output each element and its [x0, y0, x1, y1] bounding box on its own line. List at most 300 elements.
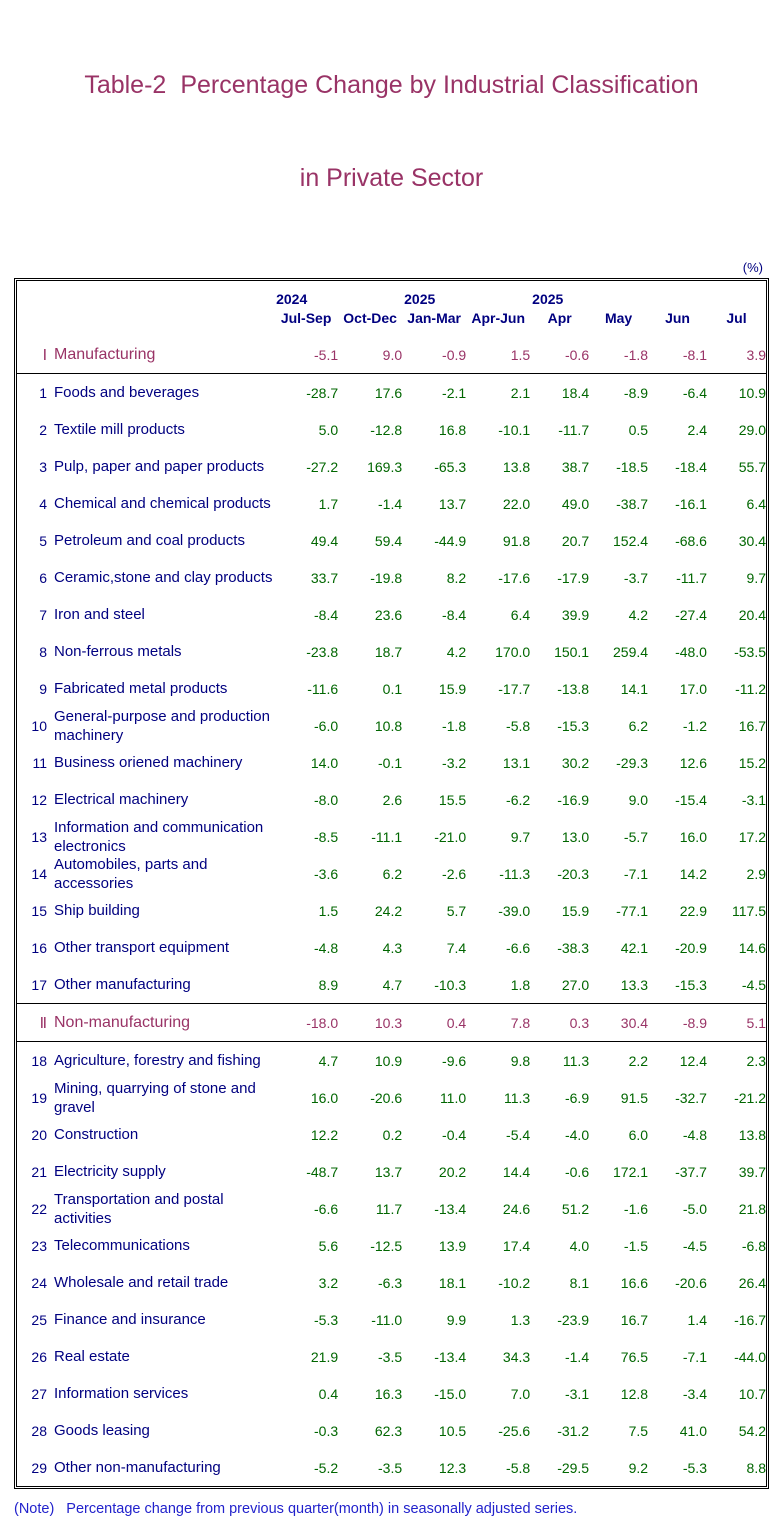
table-cell: -0.3	[314, 1422, 339, 1439]
row-number: 22	[31, 1200, 47, 1217]
row-label-cell	[17, 1116, 274, 1153]
row-label-cell	[17, 1412, 274, 1449]
table-cell: -23.9	[557, 1311, 590, 1328]
table-cell: -17.9	[557, 569, 590, 586]
header-col-3	[466, 281, 530, 336]
table-row	[17, 1190, 766, 1227]
row-label: Other non-manufacturing	[54, 1459, 221, 1476]
table-row	[17, 855, 766, 892]
table-cell: -10.3	[402, 966, 466, 1004]
table-row	[17, 1301, 766, 1338]
table-cell: -27.4	[675, 606, 707, 623]
row-number: 4	[39, 495, 47, 512]
table-cell: 14.1	[620, 680, 649, 697]
table-cell: -29.5	[557, 1459, 590, 1476]
row-label-cell	[17, 818, 274, 855]
table-cell: 20.4	[738, 606, 766, 623]
table-cell: 30.2	[561, 754, 590, 771]
row-number: 15	[31, 902, 47, 919]
row-label-cell	[17, 1042, 274, 1080]
table-row	[17, 596, 766, 633]
table-cell: 1.5	[318, 902, 339, 919]
table-cell: 39.7	[738, 1163, 766, 1180]
table-cell: -1.5	[623, 1237, 649, 1254]
table-cell: -28.7	[306, 384, 339, 401]
row-label: Manufacturing	[54, 346, 156, 363]
table-header	[17, 281, 766, 336]
table-cell: 9.2	[628, 1459, 649, 1476]
row-label-cell	[17, 929, 274, 966]
table-cell: -5.8	[506, 1459, 531, 1476]
table-cell: -8.1	[648, 336, 707, 374]
table-cell: 7.4	[446, 939, 467, 956]
note-text: Percentage change from previous quarter(month) in seasonally adjusted series.	[66, 1501, 578, 1517]
table-cell: 6.2	[628, 717, 649, 734]
title-line-1	[0, 70, 783, 101]
table-row	[17, 1042, 766, 1080]
table-cell: -20.6	[675, 1274, 707, 1291]
table-cell: 15.9	[561, 902, 590, 919]
row-label-cell	[17, 596, 274, 633]
table-cell: 13.8	[502, 458, 531, 475]
table-cell: -11.7	[676, 569, 707, 586]
table-cell: 30.4	[738, 532, 766, 549]
table-cell: 22.0	[502, 495, 531, 512]
table-row	[17, 448, 766, 485]
row-label-cell	[17, 1338, 274, 1375]
table-cell: -3.2	[442, 754, 467, 771]
table-cell: -8.4	[442, 606, 467, 623]
table-cell: 6.2	[382, 865, 403, 882]
table-cell: -0.6	[564, 1163, 590, 1180]
table-cell: -6.8	[741, 1237, 766, 1254]
table-cell: -16.1	[675, 495, 707, 512]
row-number: 12	[31, 791, 47, 808]
table-row	[17, 670, 766, 707]
row-number: 29	[31, 1459, 47, 1476]
table-cell: -6.9	[564, 1089, 590, 1106]
table-cell: -11.7	[558, 421, 590, 438]
table-cell: 10.9	[374, 1052, 403, 1069]
table-cell: 4.0	[569, 1237, 590, 1254]
table-cell: -5.8	[506, 717, 531, 734]
table-cell: -68.6	[675, 532, 707, 549]
table-row	[17, 1449, 766, 1486]
table-cell: 21.8	[738, 1200, 766, 1217]
table-cell: 169.3	[367, 458, 403, 475]
table-cell: 9.0	[628, 791, 649, 808]
row-label: Goods leasing	[54, 1422, 150, 1439]
table-cell: -29.3	[616, 754, 649, 771]
row-number: 23	[31, 1237, 47, 1254]
row-number: 26	[31, 1348, 47, 1365]
table-cell: -6.6	[314, 1200, 339, 1217]
table-cell: 14.6	[738, 939, 766, 956]
table-cell: -3.6	[314, 865, 339, 882]
row-label: Electrical machinery	[54, 791, 189, 808]
table-row	[17, 1079, 766, 1116]
table-row	[17, 1338, 766, 1375]
table-cell: 4.7	[318, 1052, 339, 1069]
row-label-cell	[17, 670, 274, 707]
title-table-label: Table-2	[84, 71, 167, 99]
table-cell: -20.6	[370, 1089, 403, 1106]
table-cell: 3.9	[707, 336, 766, 374]
row-number: 25	[31, 1311, 47, 1328]
table-cell: -16.9	[557, 791, 590, 808]
table-cell: -5.7	[623, 828, 649, 845]
page-title	[0, 0, 783, 256]
header-period-1: Oct-Dec	[343, 309, 397, 326]
row-label-cell	[17, 411, 274, 448]
table-cell: 16.8	[438, 421, 467, 438]
table-cell: 8.2	[446, 569, 467, 586]
table-cell: 49.0	[561, 495, 590, 512]
row-label: Telecommunications	[54, 1237, 190, 1254]
row-label: Fabricated metal products	[54, 680, 228, 697]
table-cell: 29.0	[738, 421, 766, 438]
table-cell: -1.6	[623, 1200, 649, 1217]
table-cell: 62.3	[374, 1422, 403, 1439]
table-cell: 16.7	[620, 1311, 649, 1328]
table-cell: 15.2	[738, 754, 766, 771]
table-cell: -11.6	[307, 680, 339, 697]
row-label: Ship building	[54, 902, 140, 919]
table-cell: 14.2	[679, 865, 707, 882]
table-cell: 18.4	[561, 384, 590, 401]
table-cell: 7.5	[628, 1422, 649, 1439]
table-cell: 11.7	[375, 1200, 403, 1217]
table-cell: 41.0	[679, 1422, 707, 1439]
table-row	[17, 559, 766, 596]
table-cell: 0.1	[382, 680, 403, 697]
table-cell: -8.4	[314, 606, 339, 623]
row-label-cell	[17, 1449, 274, 1486]
table-row	[17, 411, 766, 448]
table-cell: -15.3	[557, 717, 590, 734]
table-cell: -5.3	[682, 1459, 707, 1476]
table-cell: 15.5	[438, 791, 467, 808]
table-cell: 12.3	[438, 1459, 467, 1476]
table-cell: 24.6	[502, 1200, 531, 1217]
table-cell: -4.0	[564, 1126, 590, 1143]
table-cell: -6.4	[682, 384, 707, 401]
table-cell: 2.3	[746, 1052, 766, 1069]
table-cell: 17.0	[679, 680, 707, 697]
header-row	[17, 281, 766, 336]
table-cell: 2.1	[510, 384, 531, 401]
table-row	[17, 522, 766, 559]
table-cell: -6.6	[506, 939, 531, 956]
data-table	[17, 281, 766, 1486]
table-cell: 6.4	[510, 606, 531, 623]
header-period-3: Apr-Jun	[471, 309, 525, 326]
table-cell: -19.8	[370, 569, 403, 586]
table-cell: 16.3	[374, 1385, 403, 1402]
table-cell: 10.8	[374, 717, 403, 734]
table-cell: -0.1	[378, 754, 403, 771]
table-cell: 42.1	[620, 939, 649, 956]
table-cell: 23.6	[374, 606, 403, 623]
header-col-4	[530, 281, 589, 336]
table-cell: 0.4	[402, 1004, 466, 1042]
row-label: Textile mill products	[54, 421, 185, 438]
table-row	[17, 781, 766, 818]
table-cell: -10.2	[498, 1274, 531, 1291]
row-number: Ⅰ	[42, 346, 47, 364]
table-cell: 17.6	[374, 384, 403, 401]
table-note	[14, 1500, 783, 1519]
row-number: 21	[31, 1163, 47, 1180]
table-cell: 13.7	[438, 495, 467, 512]
header-col-2	[402, 281, 466, 336]
row-label: Automobiles, parts and accessories	[54, 855, 208, 892]
table-cell: 2.6	[382, 791, 403, 808]
table-cell: -2.1	[442, 384, 467, 401]
table-cell: 15.9	[438, 680, 467, 697]
table-cell: -11.3	[499, 865, 531, 882]
row-number: 17	[31, 976, 47, 993]
table-cell: -38.3	[557, 939, 590, 956]
table-cell: 4.3	[382, 939, 403, 956]
row-label-cell	[17, 448, 274, 485]
table-cell: -11.1	[371, 828, 403, 845]
row-label-cell	[17, 966, 274, 1004]
row-number: 8	[39, 643, 47, 660]
table-cell: -18.0	[274, 1004, 338, 1042]
table-row	[17, 1375, 766, 1412]
table-cell: -8.5	[314, 828, 339, 845]
row-label: Other manufacturing	[54, 976, 191, 993]
table-cell: 4.2	[446, 643, 467, 660]
row-label-cell	[17, 892, 274, 929]
table-cell: 20.7	[561, 532, 590, 549]
table-cell: 5.6	[318, 1237, 339, 1254]
table-cell: 117.5	[732, 902, 766, 919]
table-cell: -13.8	[557, 680, 590, 697]
row-label-cell	[17, 522, 274, 559]
row-label: Information and communication electronics	[54, 818, 264, 855]
table-cell: 1.8	[466, 966, 530, 1004]
table-cell: 8.8	[746, 1459, 766, 1476]
table-cell: 259.4	[613, 643, 649, 660]
table-cell: 7.8	[466, 1004, 530, 1042]
row-label: Petroleum and coal products	[54, 532, 245, 549]
table-cell: 17.2	[738, 828, 766, 845]
table-cell: -3.5	[378, 1459, 403, 1476]
table-cell: 0.5	[628, 421, 649, 438]
table-cell: -1.8	[589, 336, 648, 374]
row-number: 20	[31, 1126, 47, 1143]
title-line-2: in Private Sector	[299, 164, 484, 192]
table-cell: 17.4	[502, 1237, 531, 1254]
table-cell: 49.4	[310, 532, 339, 549]
table-cell: -31.2	[557, 1422, 590, 1439]
table-cell: 6.0	[628, 1126, 649, 1143]
table-cell: 0.3	[530, 1004, 589, 1042]
table-cell: 170.0	[495, 643, 531, 660]
table-cell: 13.8	[738, 1126, 766, 1143]
table-cell: -5.4	[506, 1126, 531, 1143]
table-cell: 8.9	[274, 966, 338, 1004]
table-cell: 12.4	[679, 1052, 707, 1069]
header-col-5	[589, 281, 648, 336]
table-cell: 10.7	[738, 1385, 766, 1402]
table-cell: 13.7	[374, 1163, 403, 1180]
table-cell: 150.1	[554, 643, 590, 660]
header-period-2: Jan-Mar	[407, 309, 461, 326]
row-label: Pulp, paper and paper products	[54, 458, 265, 475]
table-cell: -5.0	[682, 1200, 707, 1217]
header-label-cell	[17, 281, 274, 336]
row-label-cell	[17, 1227, 274, 1264]
table-cell: -3.5	[378, 1348, 403, 1365]
header-period-7: Jul	[726, 309, 747, 326]
row-number: 16	[31, 939, 47, 956]
table-cell: 9.8	[510, 1052, 531, 1069]
row-label-cell	[17, 559, 274, 596]
row-label: Wholesale and retail trade	[54, 1274, 229, 1291]
table-cell: -32.7	[675, 1089, 707, 1106]
row-number: Ⅱ	[39, 1014, 47, 1032]
row-label-cell	[17, 781, 274, 818]
header-col-7	[707, 281, 766, 336]
table-cell: 11.3	[503, 1089, 531, 1106]
table-cell: -3.7	[623, 569, 649, 586]
table-cell: -1.4	[564, 1348, 590, 1365]
table-cell: -1.8	[442, 717, 467, 734]
table-cell: -13.4	[434, 1348, 467, 1365]
header-year-2: 2025	[404, 290, 436, 307]
table-cell: 27.0	[530, 966, 589, 1004]
row-label: Foods and beverages	[54, 384, 200, 401]
table-cell: 10.5	[438, 1422, 467, 1439]
table-cell: -77.1	[616, 902, 649, 919]
row-label: General-purpose and production machinery	[54, 707, 270, 744]
table-cell: 9.9	[446, 1311, 467, 1328]
table-row	[17, 1412, 766, 1449]
table-cell: -23.8	[306, 643, 339, 660]
row-label: Chemical and chemical products	[54, 495, 271, 512]
table-cell: -44.0	[734, 1348, 766, 1365]
table-cell: 14.4	[502, 1163, 531, 1180]
table-cell: 18.7	[374, 643, 403, 660]
table-cell: -65.3	[434, 458, 467, 475]
header-col-1	[338, 281, 402, 336]
row-label: Other transport equipment	[54, 939, 230, 956]
table-cell: 54.2	[738, 1422, 766, 1439]
row-label-cell	[17, 633, 274, 670]
row-label-cell	[17, 744, 274, 781]
table-row	[17, 707, 766, 744]
table-cell: -17.6	[498, 569, 531, 586]
table-cell: -27.2	[306, 458, 339, 475]
header-period-0: Jul-Sep	[280, 309, 332, 326]
table-row	[17, 744, 766, 781]
table-cell: -12.5	[370, 1237, 403, 1254]
table-cell: -17.7	[498, 680, 531, 697]
table-cell: 21.9	[310, 1348, 339, 1365]
table-cell: -13.4	[434, 1200, 467, 1217]
table-cell: -4.8	[314, 939, 339, 956]
table-cell: 9.7	[510, 828, 531, 845]
table-cell: 12.8	[620, 1385, 649, 1402]
table-row	[17, 818, 766, 855]
table-cell: -39.0	[498, 902, 531, 919]
table-cell: 33.7	[310, 569, 339, 586]
table-cell: 16.0	[679, 828, 707, 845]
table-cell: -44.9	[434, 532, 467, 549]
table-cell: -2.6	[442, 865, 467, 882]
table-cell: 7.0	[510, 1385, 531, 1402]
row-label: Real estate	[54, 1348, 130, 1365]
table-cell: -15.0	[434, 1385, 467, 1402]
table-cell: 12.2	[310, 1126, 339, 1143]
table-cell: -20.9	[675, 939, 707, 956]
table-cell: -7.1	[682, 1348, 707, 1365]
table-cell: 13.1	[502, 754, 531, 771]
table-cell: 16.6	[620, 1274, 649, 1291]
unit-marker: (%)	[742, 260, 763, 275]
table-cell: -48.7	[306, 1163, 339, 1180]
table-cell: -18.5	[616, 458, 649, 475]
table-cell: 13.3	[589, 966, 648, 1004]
table-row	[17, 1116, 766, 1153]
table-cell: -6.0	[314, 717, 339, 734]
table-cell: 9.0	[338, 336, 402, 374]
table-cell: 55.7	[738, 458, 766, 475]
table-cell: -1.2	[682, 717, 707, 734]
table-cell: 5.0	[318, 421, 339, 438]
row-label: Transportation and postal activities	[54, 1190, 224, 1227]
row-number: 10	[31, 717, 47, 734]
header-year-0: 2024	[276, 290, 308, 307]
table-cell: 10.9	[738, 384, 766, 401]
row-number: 2	[39, 421, 47, 438]
header-period-6: Jun	[665, 309, 690, 326]
row-label-cell	[17, 1264, 274, 1301]
row-label: Business oriened machinery	[54, 754, 243, 771]
table-cell: 4.7	[338, 966, 402, 1004]
row-label: Construction	[54, 1126, 139, 1143]
table-cell: 22.9	[679, 902, 707, 919]
row-label-cell	[17, 855, 274, 892]
row-number: 1	[39, 384, 47, 401]
table-cell: -8.9	[623, 384, 649, 401]
table-cell: 38.7	[561, 458, 590, 475]
table-cell: -6.3	[378, 1274, 403, 1291]
table-cell: 34.3	[502, 1348, 531, 1365]
table-row	[17, 1227, 766, 1264]
header-col-6	[648, 281, 707, 336]
table-cell: 4.2	[628, 606, 649, 623]
table-cell: -18.4	[675, 458, 707, 475]
table-cell: 13.9	[438, 1237, 467, 1254]
table-cell: 2.9	[746, 865, 766, 882]
table-cell: -7.1	[623, 865, 649, 882]
data-table-container	[14, 278, 769, 1489]
row-label-cell	[17, 485, 274, 522]
table-cell: 5.7	[446, 902, 467, 919]
table-cell: -16.7	[734, 1311, 766, 1328]
row-number: 28	[31, 1422, 47, 1439]
table-cell: -48.0	[675, 643, 707, 660]
table-cell: 30.4	[589, 1004, 648, 1042]
table-cell: 51.2	[561, 1200, 590, 1217]
table-cell: -38.7	[616, 495, 649, 512]
table-cell: -10.1	[498, 421, 531, 438]
table-row	[17, 892, 766, 929]
